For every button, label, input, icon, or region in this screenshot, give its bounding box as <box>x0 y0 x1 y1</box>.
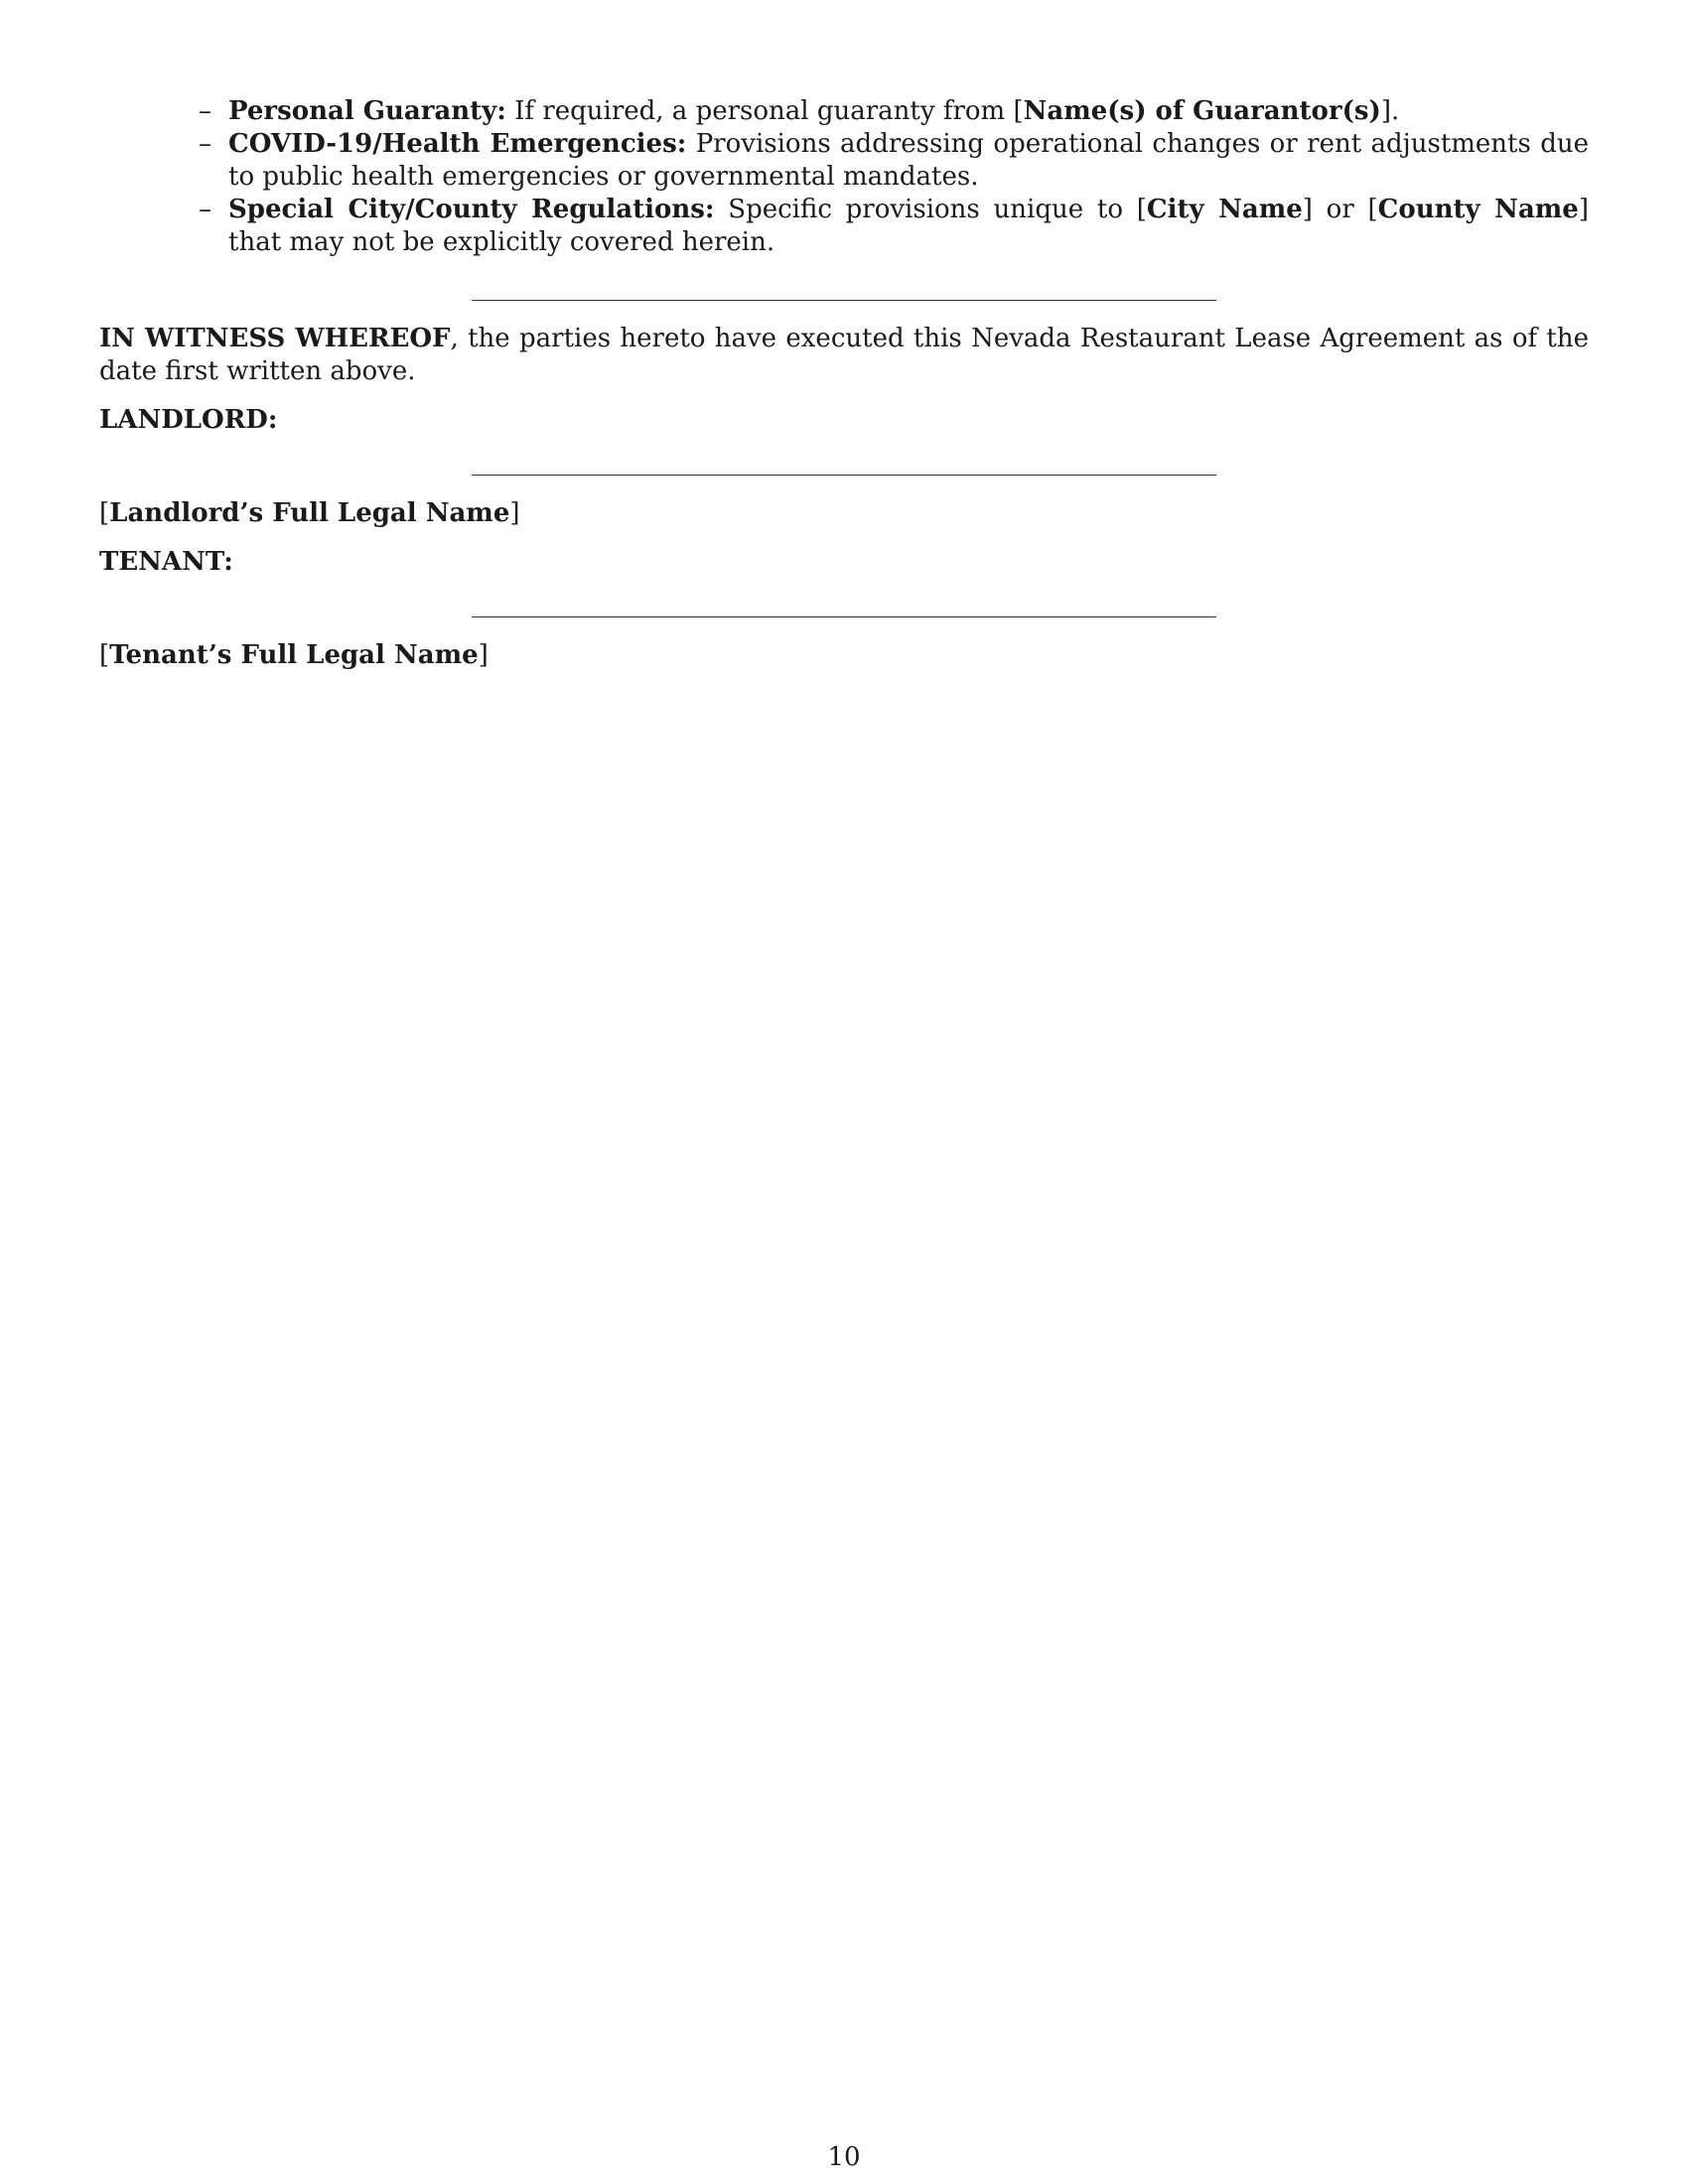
tenant-name-placeholder: Tenant’s Full Legal Name <box>109 640 479 670</box>
item-text: ] that may not be explicitly covered herein. <box>228 195 1589 257</box>
list-item-special-regulations <box>199 194 1589 259</box>
item-text: ]. <box>1380 96 1400 126</box>
city-placeholder: City Name <box>1146 195 1303 224</box>
tenant-name <box>99 639 1589 672</box>
landlord-heading: LANDLORD: <box>99 405 278 435</box>
item-text: ] or [ <box>1302 195 1378 224</box>
dash-bullet: – <box>199 96 211 126</box>
bracket: [ <box>99 498 110 528</box>
item-term: Special City/County Regulations: <box>228 195 715 224</box>
item-text: If required, a personal guaranty from [ <box>505 96 1024 126</box>
witness-clause <box>99 323 1589 388</box>
dash-bullet: – <box>199 129 211 159</box>
bracket: [ <box>99 640 110 670</box>
landlord-name-placeholder: Landlord’s Full Legal Name <box>109 498 510 528</box>
item-text: Provisions addressing operational changes or rent adjustments due to public health emergencies or governmental mandates. <box>228 129 1589 192</box>
witness-lead: IN WITNESS WHEREOF <box>99 324 451 353</box>
item-term: Personal Guaranty: <box>228 96 506 126</box>
list-item-personal-guaranty <box>199 95 1589 128</box>
provisions-list <box>99 95 1589 259</box>
bracket: ] <box>478 640 489 670</box>
landlord-signature-line <box>472 475 1216 476</box>
landlord-name <box>99 497 1589 530</box>
guarantor-placeholder: Name(s) of Guarantor(s) <box>1023 96 1381 126</box>
tenant-heading: TENANT: <box>99 547 233 577</box>
county-placeholder: County Name <box>1377 195 1579 224</box>
bracket: ] <box>509 498 520 528</box>
item-text: Specific provisions unique to [ <box>714 195 1147 224</box>
tenant-signature-line <box>472 616 1216 617</box>
document-page <box>99 95 1589 672</box>
dash-bullet: – <box>199 195 211 224</box>
page-number: 10 <box>827 2142 861 2172</box>
item-term: COVID-19/Health Emergencies: <box>228 129 687 159</box>
list-item-covid-health <box>199 128 1589 194</box>
witness-text: , the parties hereto have executed this Nevada Restaurant Lease Agreement as of the date first written above. <box>99 324 1590 386</box>
section-divider <box>472 300 1216 301</box>
